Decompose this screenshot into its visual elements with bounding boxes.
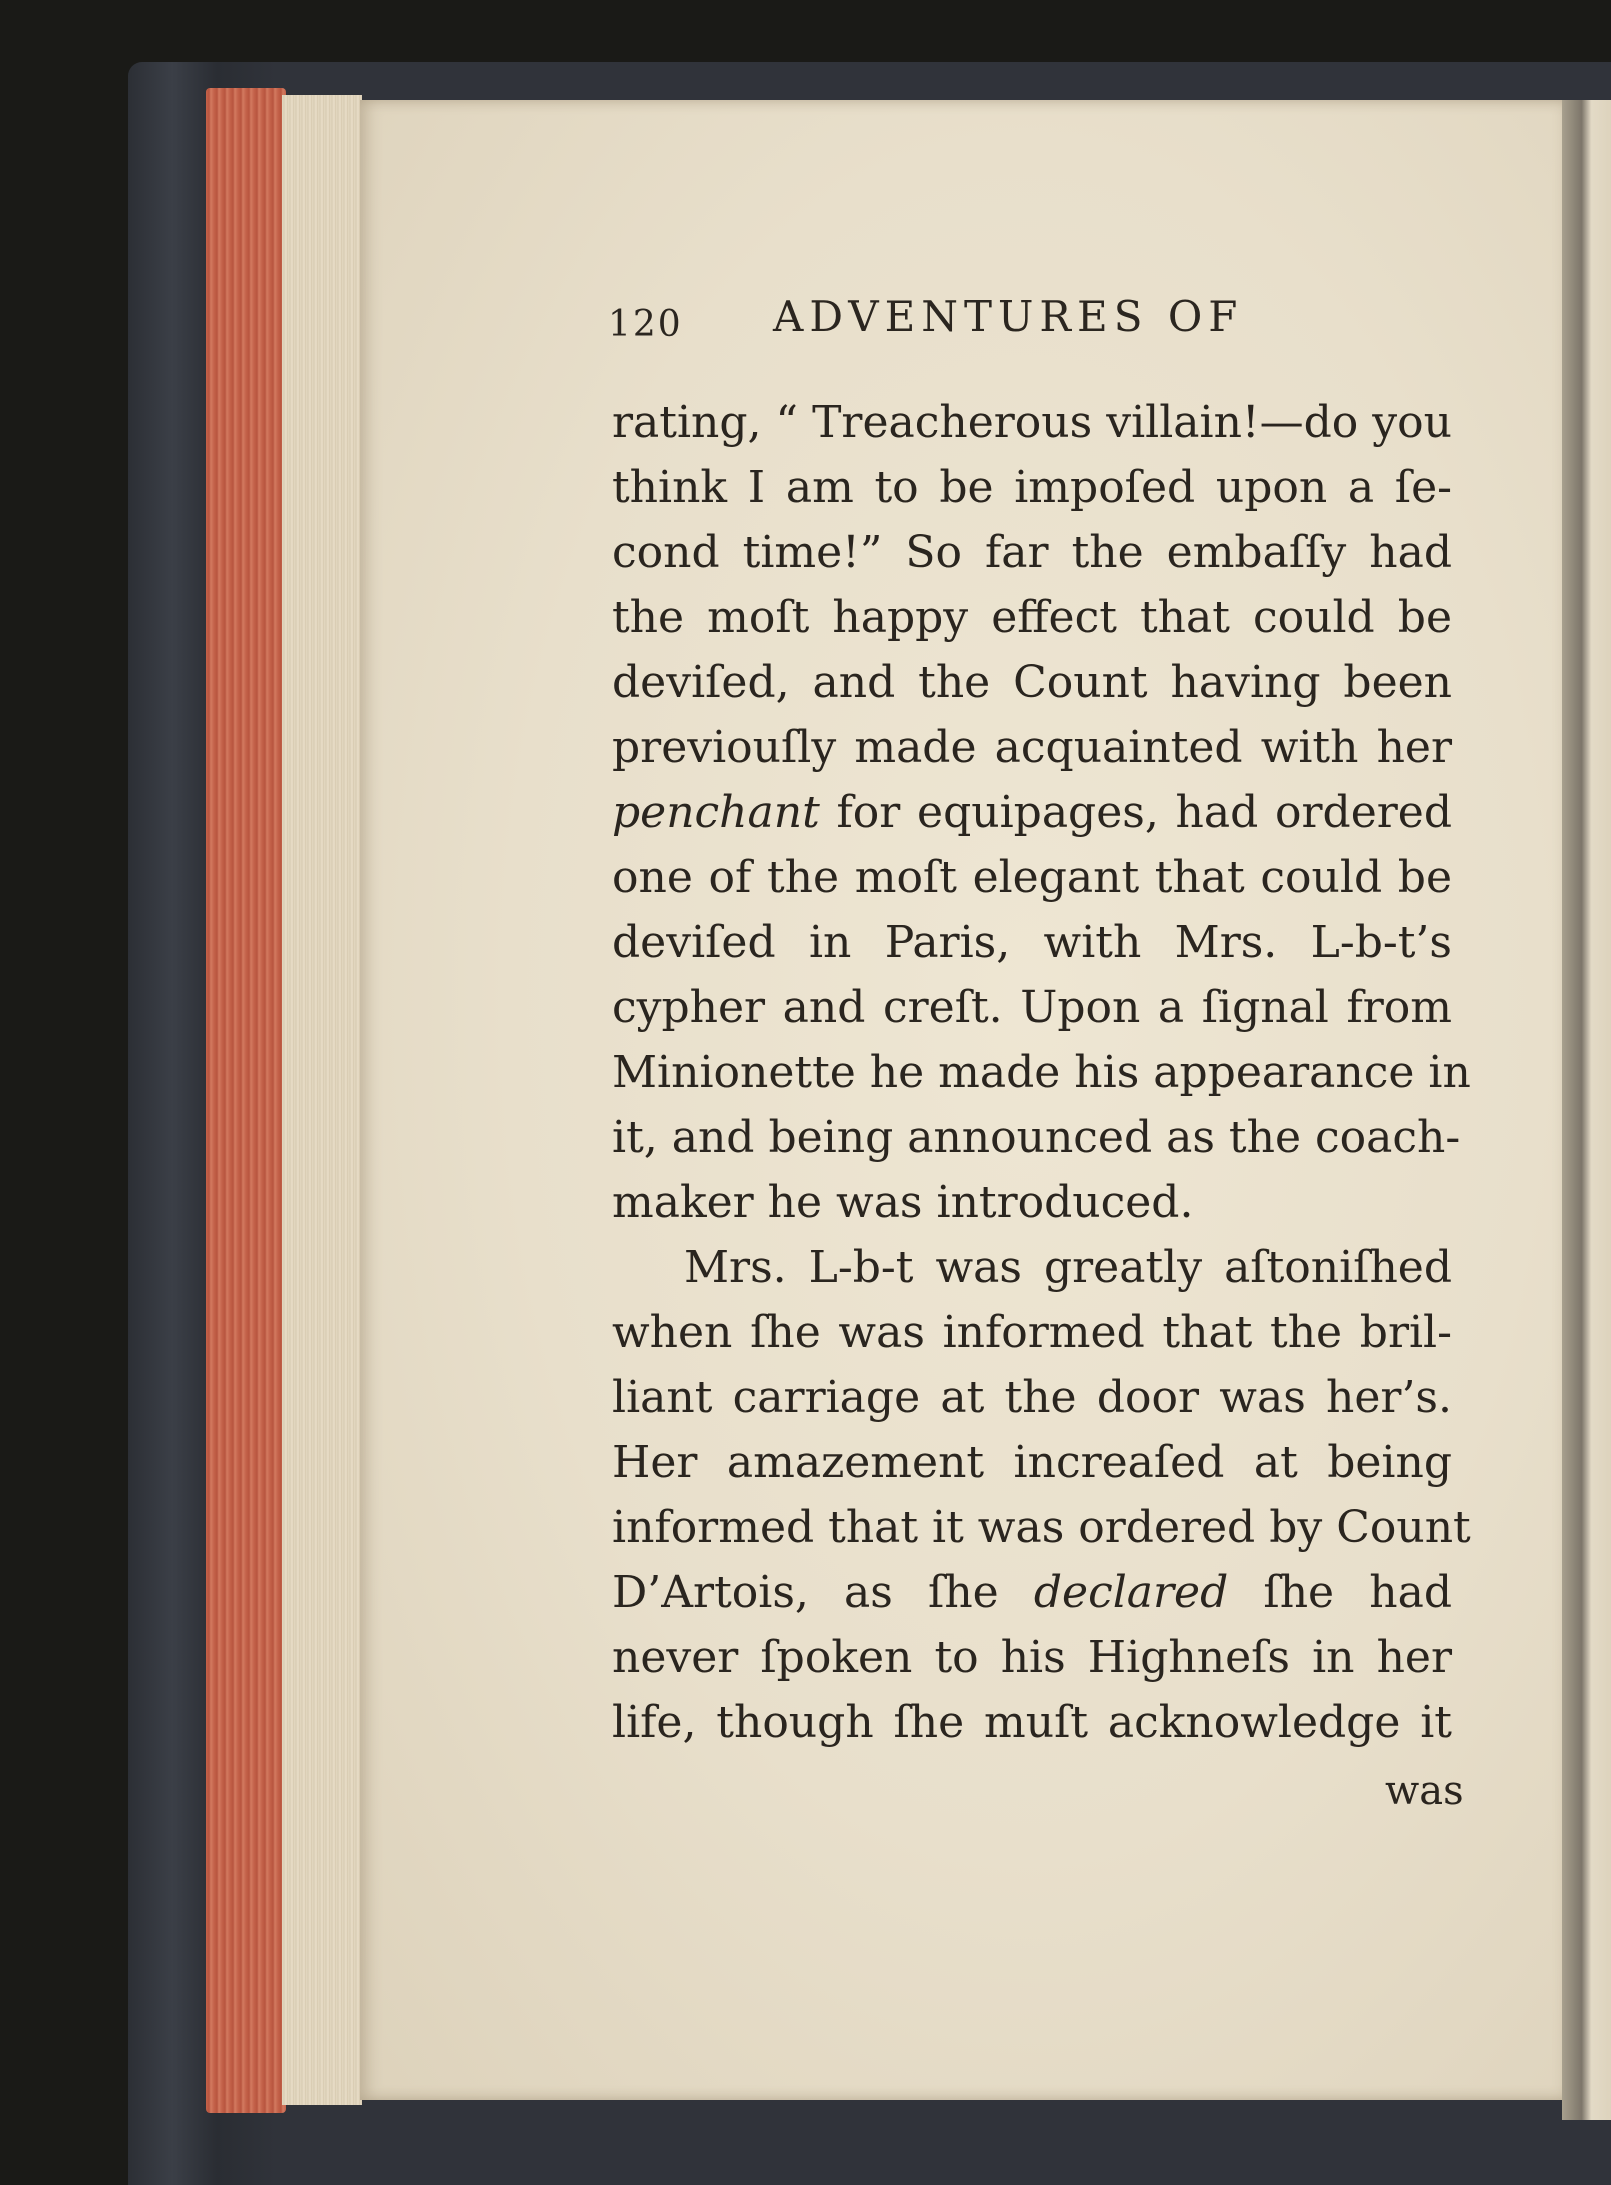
text-line: it, and being announced as the coach- <box>612 1112 1461 1163</box>
catchword: was <box>1385 1768 1464 1814</box>
text-line <box>612 1560 1452 1625</box>
text-line: deviſed in Paris, with Mrs. L-b-t’s <box>612 917 1452 968</box>
text-line: Mrs. L-b-t was greatly aſtoniſhed <box>684 1242 1452 1293</box>
text-line: life, though ſhe muſt acknowledge it <box>612 1697 1452 1748</box>
page-number: 120 <box>608 304 683 345</box>
text-line: the moſt happy effect that could be <box>612 592 1452 643</box>
text-line: cond time!” So far the embaſſy had <box>612 527 1452 578</box>
text-line: maker he was introduced. <box>612 1177 1194 1228</box>
text-fragment: ſhe had <box>1228 1567 1452 1618</box>
text-line: cypher and creſt. Upon a ſignal from <box>612 982 1452 1033</box>
text-fragment: for equipages, had ordered <box>819 787 1452 838</box>
text-line: deviſed, and the Count having been <box>612 657 1452 708</box>
running-title: ADVENTURES OF <box>773 292 1244 341</box>
text-line: one of the moſt elegant that could be <box>612 852 1452 903</box>
italic-word: declared <box>1033 1567 1229 1618</box>
text-line: Minionette he made his appearance in <box>612 1047 1471 1098</box>
text-line: Her amazement increaſed at being <box>612 1437 1452 1488</box>
page-edges <box>282 95 362 2105</box>
text-line: informed that it was ordered by Count <box>612 1502 1471 1553</box>
page-edges-red <box>206 88 286 2113</box>
text-line: never ſpoken to his Highneſs in her <box>612 1632 1452 1683</box>
text-line: previouſly made acquainted with her <box>612 722 1452 773</box>
text-line: think I am to be impoſed upon a ſe- <box>612 462 1452 513</box>
italic-word: penchant <box>612 787 820 838</box>
text-line: when ſhe was informed that the bril- <box>612 1307 1452 1358</box>
text-fragment: D’Artois, as ſhe <box>612 1567 1034 1618</box>
text-line: liant carriage at the door was her’s. <box>612 1372 1452 1423</box>
body-text <box>612 390 1471 1755</box>
text-line: rating, “ Treacherous villain!—do you <box>612 397 1452 448</box>
gutter <box>1562 100 1611 2120</box>
running-head <box>608 292 1328 352</box>
text-line <box>612 780 1452 845</box>
